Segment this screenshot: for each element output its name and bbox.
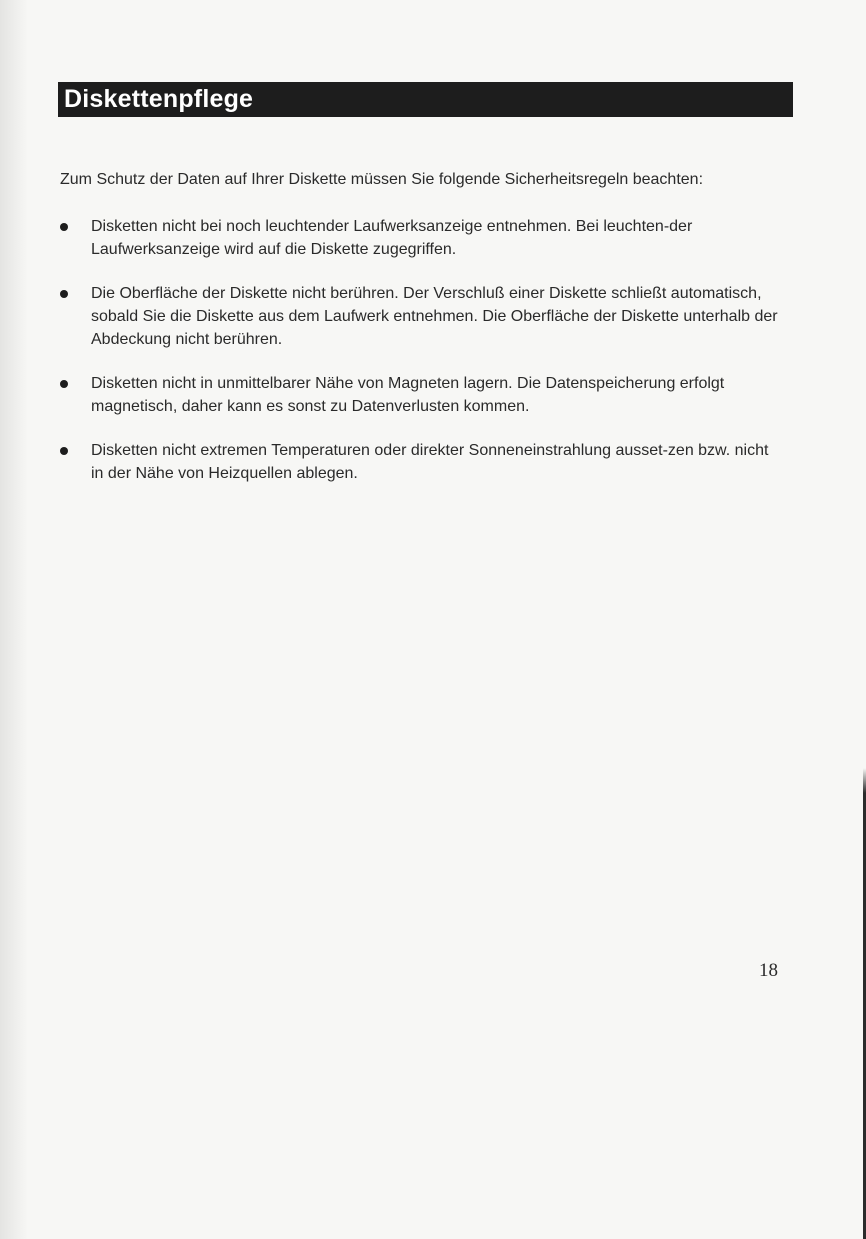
rule-text: Disketten nicht extremen Temperaturen oder direkter Sonneneinstrahlung ausset-zen bzw. nicht in der Nähe von Heizquellen ablegen. bbox=[91, 442, 769, 482]
main-content bbox=[60, 168, 785, 506]
bullet-icon bbox=[60, 290, 68, 298]
title-bar bbox=[58, 82, 793, 117]
rule-text: Disketten nicht bei noch leuchtender Laufwerksanzeige entnehmen. Bei leuchten-der Laufwerksanzeige wird auf die Diskette zugegriffen. bbox=[91, 218, 693, 258]
safety-rules-list bbox=[60, 215, 785, 485]
bullet-icon bbox=[60, 447, 68, 455]
page-number: 18 bbox=[759, 960, 778, 981]
page-shadow bbox=[0, 0, 28, 1239]
intro-paragraph: Zum Schutz der Daten auf Ihrer Diskette müssen Sie folgende Sicherheitsregeln beachten: bbox=[60, 171, 704, 188]
rule-text: Die Oberfläche der Diskette nicht berühren. Der Verschluß einer Diskette schließt automatisch, sobald Sie die Diskette aus dem Laufwerk entnehmen. Die Oberfläche der Diskette unterhalb der Abdeckung nicht berühren. bbox=[91, 285, 778, 348]
list-item bbox=[60, 282, 785, 351]
page-title: Diskettenpflege bbox=[64, 85, 254, 113]
bullet-icon bbox=[60, 380, 68, 388]
list-item bbox=[60, 372, 785, 418]
list-item bbox=[60, 215, 785, 261]
rule-text: Disketten nicht in unmittelbarer Nähe von Magneten lagern. Die Datenspeicherung erfolgt magnetisch, daher kann es sonst zu Datenverlusten kommen. bbox=[91, 375, 725, 415]
list-item bbox=[60, 439, 785, 485]
bullet-icon bbox=[60, 223, 68, 231]
